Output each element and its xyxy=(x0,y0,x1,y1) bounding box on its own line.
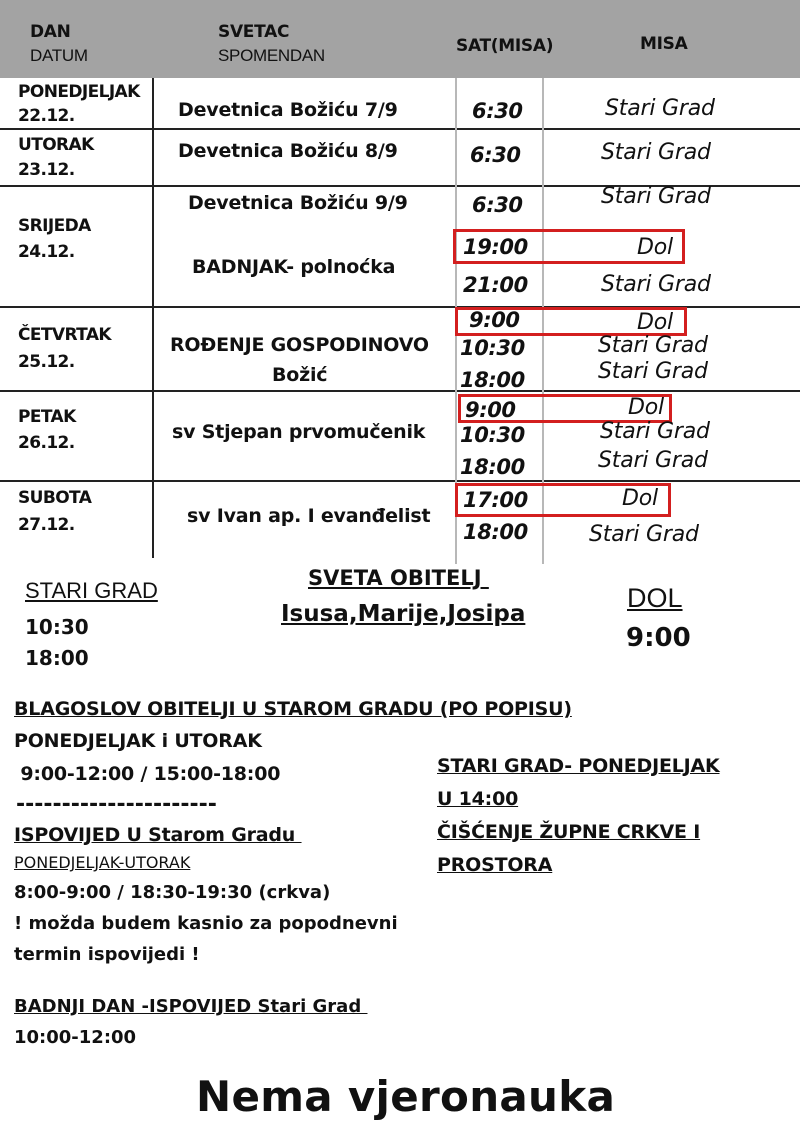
mass-place: Stari Grad xyxy=(589,522,699,547)
mass-time: 6:30 xyxy=(472,193,523,217)
row-saint: sv Stjepan prvomučenik xyxy=(172,421,426,443)
separator-line: ---------------------- xyxy=(16,792,217,817)
christmas-eve-times: 10:00-12:00 xyxy=(14,1027,137,1048)
blessing-days: PONEDJELJAK i UTORAK xyxy=(14,730,262,752)
row-date: 26.12. xyxy=(18,433,75,453)
header-saint: SVETAC xyxy=(218,22,290,42)
row-saint: Devetnica Božiću 8/9 xyxy=(178,140,398,162)
cleaning-notice: PROSTORA xyxy=(437,854,553,876)
row-day: PETAK xyxy=(18,407,76,427)
row-day: UTORAK xyxy=(18,135,94,155)
row-saint: BADNJAK- polnoćka xyxy=(192,256,396,278)
header-feast: SPOMENDAN xyxy=(218,46,325,65)
mass-time: 10:30 xyxy=(460,423,525,447)
header-mass: MISA xyxy=(640,34,688,54)
confession-title: ISPOVIJED U Starom Gradu xyxy=(14,824,302,846)
header-time: SAT(MISA) xyxy=(456,36,554,56)
mass-time: 9:00 xyxy=(469,308,520,332)
row-divider xyxy=(0,390,800,392)
confession-times: 8:00-9:00 / 18:30-19:30 (crkva) xyxy=(14,882,331,903)
mass-place: Stari Grad xyxy=(598,448,708,473)
cleaning-notice: ČIŠĆENJE ŽUPNE CRKVE I xyxy=(437,821,701,843)
mass-time: 18:00 xyxy=(460,455,525,479)
mass-place: Stari Grad xyxy=(600,419,710,444)
mass-time: 18:00 xyxy=(460,368,525,392)
sunday-right-time: 9:00 xyxy=(626,623,691,653)
sunday-left-place: STARI GRAD xyxy=(25,578,158,603)
confession-note: ! možda budem kasnio za popodnevni xyxy=(14,913,398,934)
mass-place: Stari Grad xyxy=(598,359,708,384)
mass-time: 19:00 xyxy=(463,235,528,259)
sunday-left-time: 18:00 xyxy=(25,646,89,670)
row-day: SUBOTA xyxy=(18,488,92,508)
sunday-subtitle: Isusa,Marije,Josipa xyxy=(281,601,526,627)
mass-time: 18:00 xyxy=(463,520,528,544)
row-saint: Božić xyxy=(272,364,328,386)
mass-time: 17:00 xyxy=(463,488,528,512)
footer-notice: Nema vjeronauka xyxy=(196,1072,616,1121)
header-date: DATUM xyxy=(30,46,88,65)
christmas-eve-title: BADNJI DAN -ISPOVIJED Stari Grad xyxy=(14,996,368,1017)
row-date: 24.12. xyxy=(18,242,75,262)
row-saint: ROĐENJE GOSPODINOVO xyxy=(170,334,429,356)
confession-note: termin ispovijedi ! xyxy=(14,944,200,965)
header-day: DAN xyxy=(30,22,71,42)
row-date: 27.12. xyxy=(18,515,75,535)
cleaning-notice: U 14:00 xyxy=(437,788,519,810)
sunday-title: SVETA OBITELJ xyxy=(308,566,489,590)
mass-place: Dol xyxy=(622,486,658,511)
mass-place: Stari Grad xyxy=(598,333,708,358)
mass-time: 6:30 xyxy=(472,99,523,123)
row-date: 25.12. xyxy=(18,352,75,372)
row-day: PONEDJELJAK xyxy=(18,82,140,102)
row-day: SRIJEDA xyxy=(18,216,91,236)
row-date: 23.12. xyxy=(18,160,75,180)
mass-time: 9:00 xyxy=(465,398,516,422)
row-saint: sv Ivan ap. I evanđelist xyxy=(187,505,431,527)
row-divider xyxy=(0,480,800,482)
mass-place: Dol xyxy=(628,395,664,420)
mass-place: Dol xyxy=(637,235,673,260)
mass-place: Stari Grad xyxy=(601,140,711,165)
blessing-times: 9:00-12:00 / 15:00-18:00 xyxy=(14,763,281,785)
mass-time: 10:30 xyxy=(460,336,525,360)
mass-time: 6:30 xyxy=(470,143,521,167)
sunday-right-place: DOL xyxy=(627,583,683,613)
mass-place: Stari Grad xyxy=(601,184,711,209)
column-divider xyxy=(152,78,154,558)
row-saint: Devetnica Božiću 7/9 xyxy=(178,99,398,121)
row-saint: Devetnica Božiću 9/9 xyxy=(188,192,408,214)
confession-days: PONEDJELJAK-UTORAK xyxy=(14,853,191,872)
blessing-title: BLAGOSLOV OBITELJI U STAROM GRADU (PO POPISU) xyxy=(14,698,572,720)
row-divider xyxy=(0,128,800,130)
cleaning-notice: STARI GRAD- PONEDJELJAK xyxy=(437,755,720,777)
mass-place: Stari Grad xyxy=(601,272,711,297)
sunday-left-time: 10:30 xyxy=(25,615,89,639)
mass-place: Stari Grad xyxy=(605,96,715,121)
row-date: 22.12. xyxy=(18,106,75,126)
row-day: ČETVRTAK xyxy=(18,325,111,345)
mass-time: 21:00 xyxy=(463,273,528,297)
mass-place: Dol xyxy=(637,310,673,335)
